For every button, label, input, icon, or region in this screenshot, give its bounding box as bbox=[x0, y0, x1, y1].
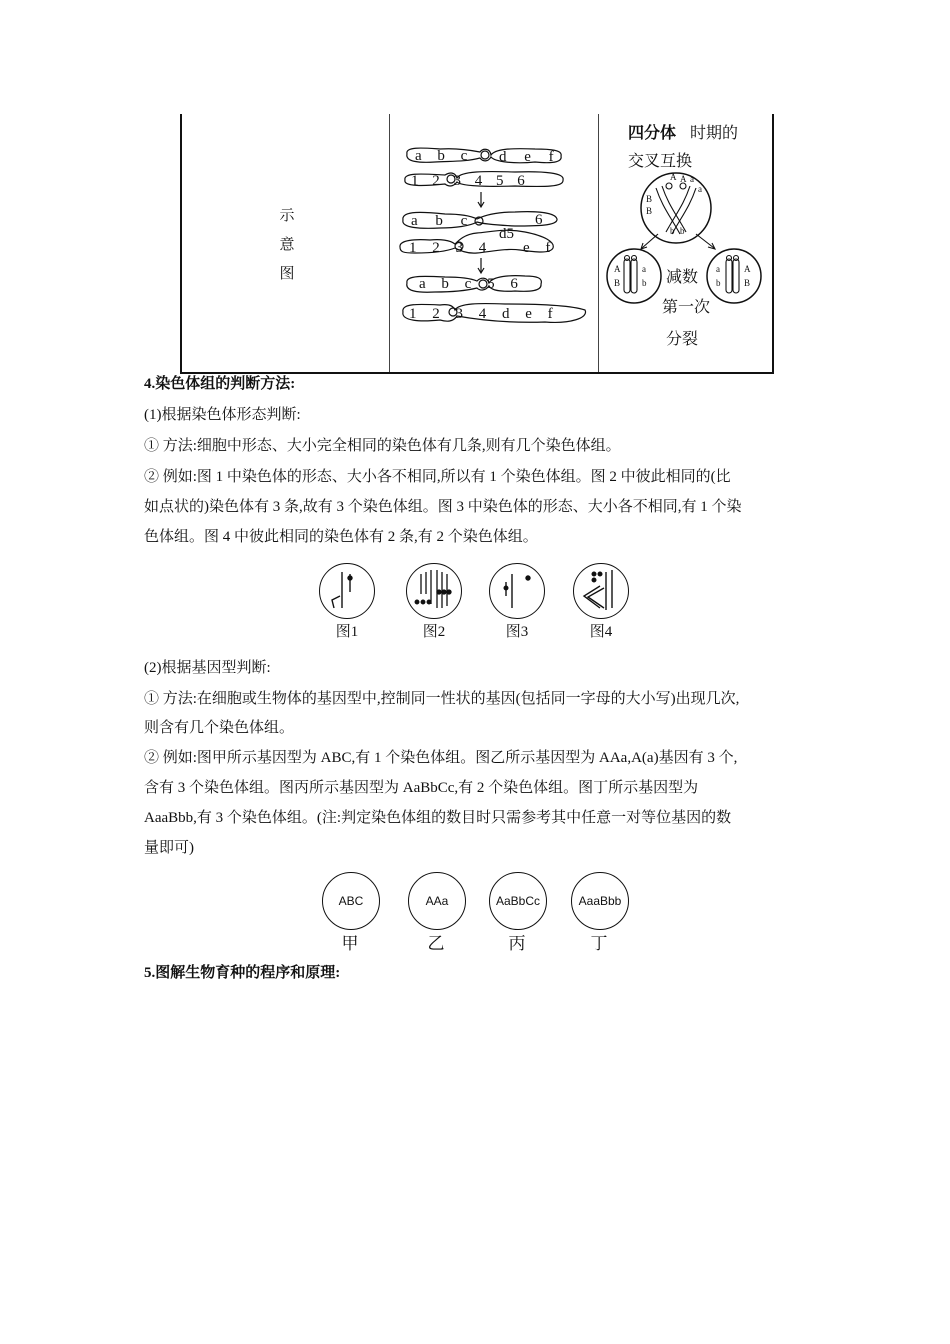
paragraph: 色体组。图 4 中彼此相同的染色体有 2 条,有 2 个染色体组。 bbox=[144, 529, 538, 545]
figure-title-bold: 四分体 bbox=[628, 125, 677, 142]
gene-labels: 6 bbox=[535, 212, 543, 228]
paragraph: 含有 3 个染色体组。图丙所示基因型为 AaBbCc,有 2 个染色体组。图丁所示基因型为 bbox=[144, 780, 699, 796]
paragraph: 则含有几个染色体组。 bbox=[144, 720, 295, 736]
allele: a bbox=[698, 184, 702, 194]
row-label-char: 意 bbox=[279, 237, 295, 253]
allele: A bbox=[744, 264, 751, 274]
genotype-circle: AaBbCc bbox=[489, 872, 547, 930]
gene-labels: a b c bbox=[415, 148, 474, 164]
gene-labels: a b c 5 6 bbox=[419, 276, 524, 292]
genotype-circle: AAa bbox=[408, 872, 466, 930]
gene-labels: a b c bbox=[411, 213, 475, 229]
allele: B bbox=[614, 278, 621, 288]
chromosome-drawing bbox=[574, 564, 628, 618]
figure-caption: 图3 bbox=[505, 624, 529, 640]
cell-figure-1 bbox=[319, 563, 375, 619]
figure-caption: 图1 bbox=[335, 624, 359, 640]
paragraph: (1)根据染色体形态判断: bbox=[144, 407, 301, 423]
chromosome-drawing bbox=[320, 564, 374, 618]
genotype-caption: 丙 bbox=[508, 934, 526, 953]
gene-labels: 1 2 3 4 d e f bbox=[409, 306, 559, 322]
allele: a bbox=[642, 264, 646, 274]
figure-title-line2: 交叉互换 bbox=[628, 153, 693, 170]
paragraph: ① 方法:在细胞或生物体的基因型中,控制同一性状的基因(包括同一字母的大小写)出现几次, bbox=[144, 691, 740, 707]
figure-side-text: 第一次 bbox=[662, 299, 711, 316]
allele: b bbox=[670, 226, 675, 236]
paragraph: 量即可) bbox=[144, 840, 194, 856]
table-divider bbox=[598, 114, 599, 372]
allele: b bbox=[642, 278, 647, 288]
row-label-char: 示 bbox=[279, 208, 295, 224]
allele: B bbox=[744, 278, 751, 288]
paragraph: ② 例如:图甲所示基因型为 ABC,有 1 个染色体组。图乙所示基因型为 AAa,A(a)基因有 3 个, bbox=[144, 750, 738, 766]
paragraph: (2)根据基因型判断: bbox=[144, 660, 271, 676]
figure-side-text: 分裂 bbox=[666, 331, 699, 348]
genotype-caption: 乙 bbox=[427, 934, 445, 953]
table-divider bbox=[389, 114, 390, 372]
allele: A bbox=[680, 174, 687, 184]
allele: a bbox=[716, 264, 720, 274]
figure-caption: 图4 bbox=[589, 624, 613, 640]
paragraph: ② 例如:图 1 中染色体的形态、大小各不相同,所以有 1 个染色体组。图 2 中彼此相同的(比 bbox=[144, 469, 731, 485]
genotype-caption: 甲 bbox=[341, 934, 359, 953]
chromosome-drawing bbox=[490, 564, 544, 618]
figure-side-text: 减数 bbox=[666, 269, 699, 286]
section-heading: 5.图解生物育种的程序和原理: bbox=[144, 965, 341, 981]
allele: A bbox=[670, 172, 677, 182]
cell-figure-2 bbox=[406, 563, 462, 619]
genotype-circle: AaaBbb bbox=[571, 872, 629, 930]
row-label-char: 图 bbox=[279, 266, 295, 282]
crossover-figure bbox=[600, 116, 768, 352]
paragraph: 如点状的)染色体有 3 条,故有 3 个染色体组。图 3 中染色体的形态、大小各不相同,有 1 个染 bbox=[144, 499, 742, 515]
row-label bbox=[272, 202, 302, 289]
gene-labels: 1 2 3 4 5 6 bbox=[411, 173, 530, 189]
gene-labels: e f bbox=[523, 240, 557, 256]
gene-labels: d e f bbox=[499, 149, 561, 165]
cell-figure-3 bbox=[489, 563, 545, 619]
allele: B bbox=[646, 194, 653, 204]
allele: b bbox=[716, 278, 721, 288]
allele: B bbox=[646, 206, 653, 216]
paragraph: AaaBbb,有 3 个染色体组。(注:判定染色体组的数目时只需参考其中任意一对等位基因的数 bbox=[144, 810, 732, 826]
gene-labels: 1 2 3 4 bbox=[409, 240, 493, 256]
translocation-figure bbox=[395, 140, 595, 332]
genotype-circle: ABC bbox=[322, 872, 380, 930]
cell-figure-4 bbox=[573, 563, 629, 619]
figure-title: 时期的 bbox=[690, 125, 739, 142]
figure-caption: 图2 bbox=[422, 624, 446, 640]
section-heading: 4.染色体组的判断方法: bbox=[144, 376, 296, 392]
genotype-caption: 丁 bbox=[590, 934, 608, 953]
allele: A bbox=[614, 264, 621, 274]
allele: b bbox=[680, 226, 685, 236]
chromosome-drawing bbox=[407, 564, 461, 618]
gene-labels: d5 bbox=[499, 226, 514, 242]
paragraph: ① 方法:细胞中形态、大小完全相同的染色体有几条,则有几个染色体组。 bbox=[144, 438, 621, 454]
allele: a bbox=[690, 174, 694, 184]
